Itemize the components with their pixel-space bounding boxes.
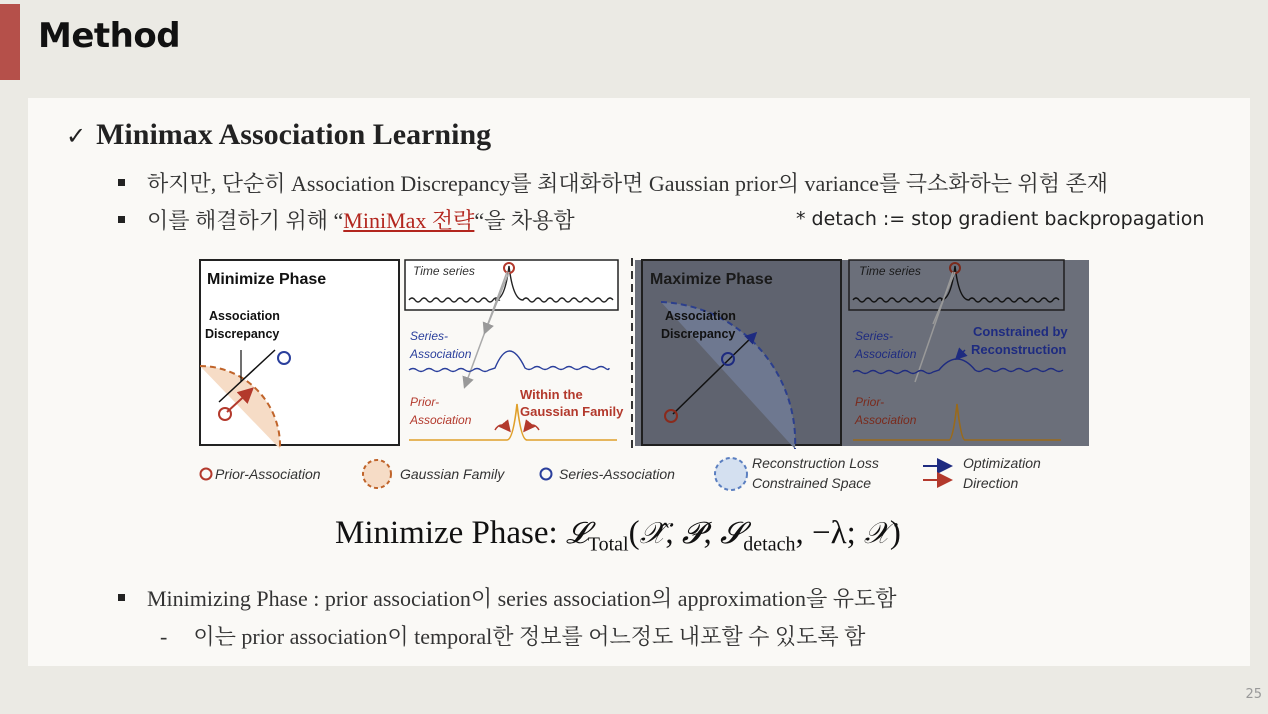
minimax-strategy-text: MiniMax 전략 bbox=[343, 208, 475, 233]
bullet-minimizing-text: Minimizing Phase : prior association이 series association의 approximation을 유도함 bbox=[147, 586, 897, 611]
formula-lambda: , −λ; bbox=[795, 515, 864, 551]
within-label-1: Within the bbox=[520, 387, 583, 402]
squeeze-arrow-left bbox=[495, 425, 509, 430]
legend-series-icon bbox=[541, 469, 552, 480]
legend-prior-label: Prior-Association bbox=[215, 466, 321, 482]
formula-s-subscript: detach bbox=[743, 533, 796, 556]
series-assoc-label-2b: Association bbox=[855, 347, 917, 361]
prior-assoc-label-2a: Prior- bbox=[855, 395, 885, 409]
bullet-minimax bbox=[118, 204, 575, 235]
formula-s: 𝓢 bbox=[720, 516, 744, 551]
legend-series-label: Series-Association bbox=[559, 466, 675, 482]
bullet-minimizing-phase bbox=[118, 582, 897, 613]
formula-open-paren: ( bbox=[628, 515, 640, 551]
bullet-square-icon bbox=[118, 179, 125, 186]
minimize-phase-formula bbox=[335, 515, 901, 557]
formula-close-paren: ) bbox=[889, 515, 901, 551]
prior-assoc-label-2b: Association bbox=[855, 413, 917, 427]
minimax-diagram bbox=[195, 254, 1095, 504]
legend-opt-label-1: Optimization bbox=[963, 455, 1041, 471]
checkmark-icon: ✓ bbox=[66, 122, 87, 150]
page-title: Method bbox=[38, 16, 181, 56]
prior-assoc-label-1a: Prior- bbox=[410, 395, 440, 409]
constrained-label-2: Reconstruction bbox=[971, 342, 1067, 357]
minimize-phase-title: Minimize Phase bbox=[207, 271, 327, 288]
legend-recon-label-2: Constrained Space bbox=[752, 475, 872, 491]
bullet-minimax-prefix: 이를 해결하기 위해 “ bbox=[147, 208, 344, 233]
legend-prior-icon bbox=[201, 469, 212, 480]
assoc-label-2: Discrepancy bbox=[205, 327, 280, 341]
within-label-2: Gaussian Family bbox=[520, 404, 624, 419]
dash-icon: - bbox=[160, 624, 168, 649]
sub-bullet-text: 이는 prior association이 temporal한 정보를 어느정도 내포할 수 있도록 함 bbox=[193, 624, 866, 649]
formula-xhat: 𝒳̂ bbox=[639, 516, 666, 551]
constrained-label-1: Constrained by bbox=[973, 324, 1068, 339]
bullet-square-icon bbox=[118, 216, 125, 223]
page-number: 25 bbox=[1245, 687, 1262, 702]
formula-comma-1: , bbox=[665, 515, 682, 551]
time-series-label-2: Time series bbox=[859, 264, 921, 278]
bullet-risk bbox=[118, 167, 1108, 198]
bullet-square-icon bbox=[118, 594, 125, 601]
legend-opt-label-2: Direction bbox=[963, 475, 1019, 491]
assoc-label-1: Association bbox=[209, 309, 280, 323]
legend-recon-icon bbox=[715, 458, 747, 490]
formula-p: 𝓟 bbox=[681, 516, 704, 551]
series-assoc-label-1a: Series- bbox=[410, 329, 449, 343]
formula-x: 𝒳 bbox=[864, 516, 890, 551]
formula-loss-symbol: 𝓛 bbox=[565, 516, 588, 551]
sub-bullet-temporal bbox=[160, 620, 865, 651]
section-heading bbox=[66, 118, 491, 152]
series-assoc-label-1b: Association bbox=[410, 347, 472, 361]
legend-recon-label-1: Reconstruction Loss bbox=[752, 455, 879, 471]
formula-loss-subscript: Total bbox=[587, 533, 629, 556]
prior-assoc-label-1b: Association bbox=[410, 413, 472, 427]
assoc-label-max-1: Association bbox=[665, 309, 736, 323]
section-heading-text: Minimax Association Learning bbox=[96, 118, 492, 151]
bullet-minimax-suffix: “을 차용함 bbox=[474, 208, 575, 233]
series-assoc-label-2a: Series- bbox=[855, 329, 894, 343]
maximize-phase-title: Maximize Phase bbox=[650, 271, 773, 288]
legend-gaussian-icon bbox=[363, 460, 391, 488]
time-series-label-1: Time series bbox=[413, 264, 475, 278]
bullet-risk-text: 하지만, 단순히 Association Discrepancy를 최대화하면 Gaussian prior의 variance를 극소화하는 위험 존재 bbox=[147, 171, 1109, 196]
header-accent-bar bbox=[0, 4, 20, 80]
assoc-label-max-2: Discrepancy bbox=[661, 327, 736, 341]
squeeze-arrow-right bbox=[525, 425, 539, 430]
formula-prefix: Minimize Phase: bbox=[335, 515, 566, 551]
legend-gaussian-label: Gaussian Family bbox=[400, 466, 505, 482]
formula-comma-2: , bbox=[703, 515, 721, 551]
detach-note: * detach := stop gradient backpropagation bbox=[796, 208, 1205, 230]
